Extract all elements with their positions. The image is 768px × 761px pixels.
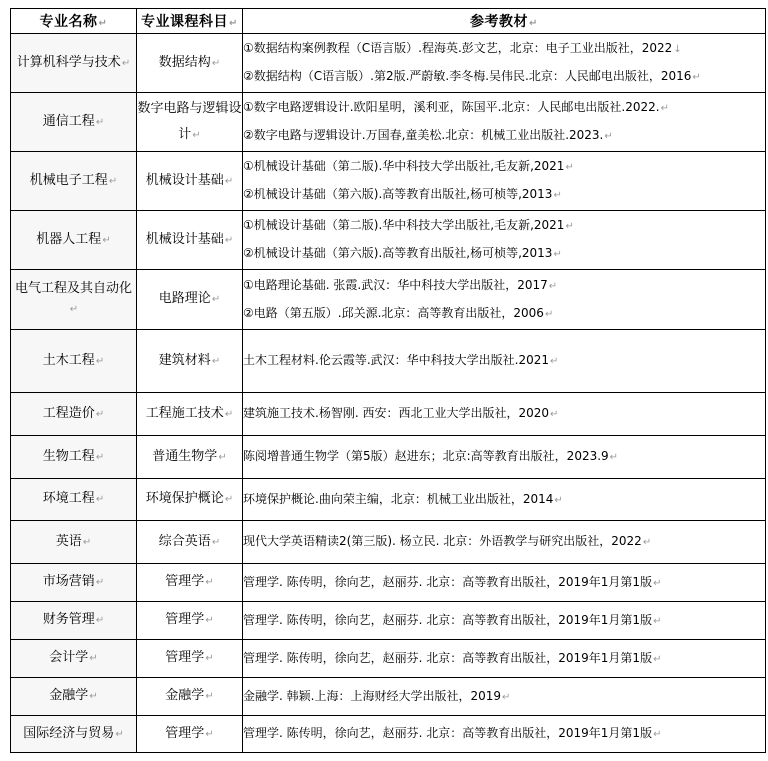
paragraph-mark-icon: ↵ (89, 653, 98, 664)
table-row (11, 479, 766, 521)
course-cell: 综合英语↵ (137, 521, 243, 564)
reference-line: ①机械设计基础（第二版).华中科技大学出版社,毛友新,2021↵ (243, 159, 574, 173)
course-cell: 机械设计基础↵ (137, 211, 243, 270)
line-break-mark-icon: ↓ (673, 44, 682, 55)
major-cell: 生物工程↵ (11, 436, 137, 479)
course-cell: 数字电路与逻辑设计↵ (137, 93, 243, 152)
paragraph-mark-icon: ↵ (211, 536, 221, 548)
major-cell: 英语↵ (11, 521, 137, 564)
reference-line: 陈阅增普通生物学（第5版）赵进东；北京:高等教育出版社，2023.9↵ (243, 449, 619, 463)
reference-line: 土木工程材料.伦云霞等.武汉：华中科技大学出版社.2021↵ (243, 353, 559, 367)
reference-line: 金融学. 韩颖.上海：上海财经大学出版社，2019↵ (243, 688, 511, 703)
course-cell: 管理学↵ (137, 716, 243, 753)
reference-cell (243, 479, 766, 521)
reference-line: ①电路理论基础. 张霞.武汉：华中科技大学出版社，2017↵ (243, 277, 558, 292)
reference-line: ②数据结构（C语言版）.第2版.严蔚敏.李冬梅.吴伟民.北京：人民邮电出版社，2016↵ (243, 69, 701, 83)
reference-cell (243, 393, 766, 436)
paragraph-mark-icon: ↵ (69, 304, 79, 315)
paragraph-mark-icon: ↵ (95, 355, 105, 367)
reference-line: 管理学. 陈传明，徐向艺，赵丽芬. 北京：高等教育出版社，2019年1月第1版↵ (243, 574, 662, 589)
table-row (11, 393, 766, 436)
paragraph-mark-icon: ↵ (192, 129, 201, 141)
paragraph-mark-icon: ↵ (102, 234, 111, 246)
paragraph-mark-icon: ↵ (98, 18, 108, 29)
paragraph-mark-icon: ↵ (544, 308, 554, 320)
paragraph-mark-icon: ↵ (553, 249, 562, 260)
course-cell: 建筑材料↵ (137, 330, 243, 393)
reference-cell (243, 93, 766, 152)
reference-line: 建筑施工技术.杨智刚. 西安：西北工业大学出版社，2020↵ (243, 406, 559, 420)
paragraph-mark-icon: ↵ (642, 537, 652, 548)
reference-cell (243, 211, 766, 270)
major-cell: 金融学↵ (11, 678, 137, 716)
table-row (11, 678, 766, 716)
paragraph-mark-icon: ↵ (95, 116, 105, 128)
table-row (11, 564, 766, 602)
table-row (11, 152, 766, 211)
course-cell: 管理学↵ (137, 602, 243, 640)
reference-line: ②机械设计基础（第六版).高等教育出版社,杨可桢等,2013↵ (243, 187, 562, 201)
paragraph-mark-icon: ↵ (565, 221, 574, 232)
paragraph-mark-icon: ↵ (205, 728, 214, 740)
paragraph-mark-icon: ↵ (205, 577, 214, 588)
major-cell: 会计学↵ (11, 640, 137, 678)
paragraph-mark-icon: ↵ (565, 162, 574, 173)
reference-line: 管理学. 陈传明，徐向艺，赵丽芬. 北京：高等教育出版社，2019年1月第1版↵ (243, 612, 662, 627)
paragraph-mark-icon: ↵ (205, 653, 214, 664)
table-row (11, 640, 766, 678)
paragraph-mark-icon: ↵ (95, 408, 105, 420)
paragraph-mark-icon: ↵ (653, 653, 662, 665)
reference-line: ①机械设计基础（第二版).华中科技大学出版社,毛友新,2021↵ (243, 218, 574, 232)
header-reference: 参考教材↵ (243, 9, 766, 34)
course-cell: 管理学↵ (137, 640, 243, 678)
paragraph-mark-icon: ↵ (95, 577, 105, 588)
paragraph-mark-icon: ↵ (653, 615, 662, 627)
reference-cell (243, 436, 766, 479)
reference-line: ②数字电路与逻辑设计.万国春,童美松.北京：机械工业出版社.2023.↵ (243, 128, 613, 142)
reference-cell (243, 521, 766, 564)
course-cell: 数据结构↵ (137, 34, 243, 93)
course-cell: 管理学↵ (137, 564, 243, 602)
paragraph-mark-icon: ↵ (604, 131, 613, 142)
paragraph-mark-icon: ↵ (653, 577, 662, 589)
course-cell: 金融学↵ (137, 678, 243, 716)
reference-line: ②机械设计基础（第六版).高等教育出版社,杨可桢等,2013↵ (243, 246, 562, 260)
paragraph-mark-icon: ↵ (554, 494, 563, 506)
paragraph-mark-icon: ↵ (224, 234, 234, 246)
reference-cell (243, 330, 766, 393)
paragraph-mark-icon: ↵ (211, 57, 221, 69)
reference-cell (243, 34, 766, 93)
paragraph-mark-icon: ↵ (224, 408, 234, 420)
major-cell: 通信工程↵ (11, 93, 137, 152)
table-row (11, 270, 766, 330)
paragraph-mark-icon: ↵ (108, 175, 118, 187)
reference-cell (243, 640, 766, 678)
table-row (11, 436, 766, 479)
table-row (11, 93, 766, 152)
table-row (11, 602, 766, 640)
reference-line: 管理学. 陈传明，徐向艺，赵丽芬. 北京：高等教育出版社，2019年1月第1版↵ (243, 650, 662, 665)
paragraph-mark-icon: ↵ (229, 18, 238, 29)
reference-line: 管理学. 陈传明，徐向艺，赵丽芬. 北京：高等教育出版社，2019年1月第1版↵ (243, 726, 662, 740)
reference-line: 现代大学英语精读2(第三版). 杨立民. 北京：外语教学与研究出版社，2022↵ (243, 534, 652, 548)
reference-cell (243, 270, 766, 330)
course-cell: 普通生物学↵ (137, 436, 243, 479)
reference-line: ②电路（第五版）.邱关源.北京：高等教育出版社，2006↵ (243, 305, 554, 320)
paragraph-mark-icon: ↵ (121, 57, 131, 69)
table-row (11, 211, 766, 270)
paragraph-mark-icon: ↵ (205, 691, 214, 702)
major-cell: 机械电子工程↵ (11, 152, 137, 211)
paragraph-mark-icon: ↵ (211, 355, 221, 367)
major-cell: 土木工程↵ (11, 330, 137, 393)
textbook-table (10, 8, 766, 753)
course-cell: 机械设计基础↵ (137, 152, 243, 211)
major-cell: 机器人工程↵ (11, 211, 137, 270)
table-row (11, 330, 766, 393)
table-row (11, 521, 766, 564)
paragraph-mark-icon: ↵ (95, 615, 105, 626)
paragraph-mark-icon: ↵ (205, 615, 214, 626)
reference-cell (243, 678, 766, 716)
paragraph-mark-icon: ↵ (692, 72, 701, 83)
reference-cell (243, 716, 766, 753)
paragraph-mark-icon: ↵ (609, 452, 619, 463)
table-row (11, 34, 766, 93)
paragraph-mark-icon: ↵ (550, 356, 559, 367)
major-cell: 工程造价↵ (11, 393, 137, 436)
course-cell: 工程施工技术↵ (137, 393, 243, 436)
paragraph-mark-icon: ↵ (211, 294, 221, 305)
reference-line: 环境保护概论.曲向荣主编，北京：机械工业出版社，2014↵ (243, 491, 563, 506)
paragraph-mark-icon: ↵ (82, 536, 92, 548)
paragraph-mark-icon: ↵ (529, 18, 538, 29)
major-cell: 环境工程↵ (11, 479, 137, 521)
course-cell: 电路理论↵ (137, 270, 243, 330)
major-cell: 市场营销↵ (11, 564, 137, 602)
paragraph-mark-icon: ↵ (501, 691, 511, 703)
reference-line: ①数据结构案例教程（C语言版）.程海英.彭文艺，北京：电子工业出版社，2022↓ (243, 41, 682, 55)
paragraph-mark-icon: ↵ (218, 451, 227, 463)
paragraph-mark-icon: ↵ (95, 451, 105, 463)
paragraph-mark-icon: ↵ (95, 494, 105, 505)
paragraph-mark-icon: ↵ (548, 280, 558, 292)
paragraph-mark-icon: ↵ (553, 190, 562, 201)
header-course: 专业课程科目↵ (137, 9, 243, 34)
header-row (11, 9, 766, 34)
course-cell: 环境保护概论↵ (137, 479, 243, 521)
paragraph-mark-icon: ↵ (550, 409, 559, 420)
reference-cell (243, 152, 766, 211)
paragraph-mark-icon: ↵ (115, 728, 124, 740)
table-row (11, 716, 766, 753)
paragraph-mark-icon: ↵ (660, 103, 669, 114)
reference-line: ①数字电路逻辑设计.欧阳星明，溪利亚，陈国平.北京：人民邮电出版社.2022.↵ (243, 100, 669, 114)
major-cell: 财务管理↵ (11, 602, 137, 640)
paragraph-mark-icon: ↵ (89, 691, 98, 702)
paragraph-mark-icon: ↵ (653, 729, 662, 740)
paragraph-mark-icon: ↵ (224, 175, 234, 187)
header-major: 专业名称↵ (11, 9, 137, 34)
major-cell: 电气工程及其自动化↵ (11, 270, 137, 330)
major-cell: 计算机科学与技术↵ (11, 34, 137, 93)
reference-cell (243, 602, 766, 640)
reference-cell (243, 564, 766, 602)
paragraph-mark-icon: ↵ (224, 494, 234, 505)
major-cell: 国际经济与贸易↵ (11, 716, 137, 753)
